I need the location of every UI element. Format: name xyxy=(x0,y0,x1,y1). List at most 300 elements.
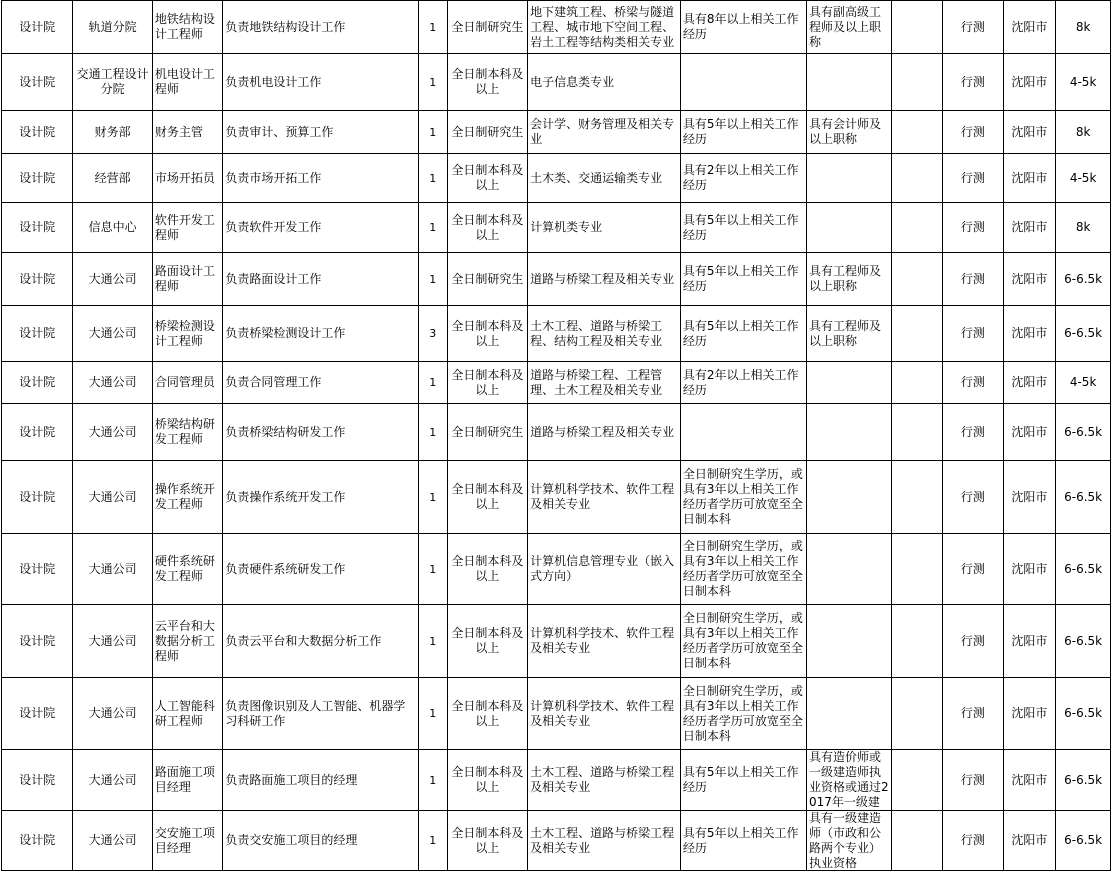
experience-cell xyxy=(680,534,806,605)
exam-cell xyxy=(943,54,1004,111)
count-cell xyxy=(418,811,447,871)
position-cell xyxy=(152,534,223,605)
major-cell xyxy=(528,154,681,203)
dept-cell xyxy=(73,534,152,605)
education-text: 全日制研究生 xyxy=(451,19,524,34)
exam-text: 行测 xyxy=(960,375,985,389)
org-text: 设计院 xyxy=(19,326,56,340)
title-requirement-cell xyxy=(807,306,892,362)
duty-text: 负责审计、预算工作 xyxy=(225,124,334,139)
major-cell xyxy=(528,461,681,534)
title-requirement-cell xyxy=(807,154,892,203)
dept-cell xyxy=(73,1,152,54)
position-text: 合同管理员 xyxy=(154,375,215,389)
empty-cell xyxy=(892,54,943,111)
empty-cell xyxy=(892,534,943,605)
duty-cell xyxy=(223,253,418,306)
dept-cell xyxy=(73,253,152,306)
experience-cell xyxy=(680,750,806,811)
city-cell xyxy=(1003,203,1056,253)
position-text: 路面设计工程师 xyxy=(154,264,215,293)
org-text: 设计院 xyxy=(19,124,56,139)
city-text: 沈阳市 xyxy=(1011,633,1048,648)
city-text: 沈阳市 xyxy=(1011,706,1048,720)
dept-text: 轨道分院 xyxy=(88,19,137,34)
org-text: 设计院 xyxy=(19,424,56,439)
title-requirement-text: 具有工程师及以上职称 xyxy=(809,318,882,348)
org-text: 设计院 xyxy=(19,19,56,34)
duty-text: 负责云平台和大数据分析工作 xyxy=(225,633,382,648)
experience-text: 具有5年以上相关工作经历 xyxy=(682,765,799,794)
table-row xyxy=(2,811,1111,871)
count-text: 1 xyxy=(429,272,437,286)
dept-text: 大通公司 xyxy=(88,271,137,286)
org-cell xyxy=(2,203,73,253)
title-requirement-text: 具有会计师及以上职称 xyxy=(809,117,882,146)
exam-text: 行测 xyxy=(960,706,985,720)
position-text: 路面施工项目经理 xyxy=(154,765,215,794)
duty-text: 负责交安施工项目的经理 xyxy=(225,833,358,847)
title-requirement-cell xyxy=(807,534,892,605)
position-cell xyxy=(152,750,223,811)
dept-cell xyxy=(73,154,152,203)
exam-text: 行测 xyxy=(960,170,985,185)
salary-cell xyxy=(1056,678,1111,750)
duty-cell xyxy=(223,678,418,750)
exam-cell xyxy=(943,306,1004,362)
duty-cell xyxy=(223,1,418,54)
dept-text: 大通公司 xyxy=(88,772,137,787)
dept-text: 大通公司 xyxy=(88,326,137,340)
dept-cell xyxy=(73,811,152,871)
dept-text: 大通公司 xyxy=(88,561,137,576)
experience-cell xyxy=(680,306,806,362)
position-cell xyxy=(152,461,223,534)
major-text: 计算机科学技术、软件工程及相关专业 xyxy=(530,698,675,728)
position-cell xyxy=(152,811,223,871)
empty-cell xyxy=(892,811,943,871)
position-text: 软件开发工程师 xyxy=(154,212,215,242)
table-row xyxy=(2,1,1111,54)
table-row xyxy=(2,750,1111,811)
title-requirement-cell xyxy=(807,461,892,534)
org-text: 设计院 xyxy=(19,561,56,576)
city-text: 沈阳市 xyxy=(1011,833,1048,847)
duty-cell xyxy=(223,404,418,461)
dept-text: 交通工程设计分院 xyxy=(76,67,149,96)
city-cell xyxy=(1003,750,1056,811)
duty-cell xyxy=(223,461,418,534)
experience-cell xyxy=(680,203,806,253)
major-cell xyxy=(528,203,681,253)
exam-cell xyxy=(943,678,1004,750)
education-cell xyxy=(447,203,527,253)
title-requirement-text: 具有造价师或一级建造师执业资格或通过2017年一级建 xyxy=(809,750,889,809)
exam-text: 行测 xyxy=(960,19,985,34)
position-text: 机电设计工程师 xyxy=(154,67,215,96)
major-text: 土木类、交通运输类专业 xyxy=(530,170,663,185)
city-cell xyxy=(1003,605,1056,678)
org-text: 设计院 xyxy=(19,772,56,787)
major-cell xyxy=(528,811,681,871)
dept-cell xyxy=(73,306,152,362)
education-cell xyxy=(447,461,527,534)
title-requirement-cell xyxy=(807,605,892,678)
count-text: 1 xyxy=(429,773,437,787)
count-cell xyxy=(418,362,447,404)
major-text: 土木工程、道路与桥梁工程及相关专业 xyxy=(530,765,675,794)
salary-text: 8k xyxy=(1075,220,1091,234)
education-text: 全日制研究生 xyxy=(451,424,524,439)
major-text: 电子信息类专业 xyxy=(530,74,615,89)
position-text: 人工智能科研工程师 xyxy=(154,698,215,728)
salary-cell xyxy=(1056,54,1111,111)
position-text: 市场开拓员 xyxy=(154,170,215,185)
salary-text: 6-6.5k xyxy=(1064,706,1103,720)
major-cell xyxy=(528,678,681,750)
experience-cell xyxy=(680,404,806,461)
count-text: 1 xyxy=(429,171,437,185)
table-row xyxy=(2,404,1111,461)
title-requirement-cell xyxy=(807,111,892,154)
position-cell xyxy=(152,306,223,362)
dept-cell xyxy=(73,678,152,750)
city-text: 沈阳市 xyxy=(1011,375,1048,389)
salary-text: 6-6.5k xyxy=(1064,561,1103,576)
count-cell xyxy=(418,253,447,306)
experience-cell xyxy=(680,253,806,306)
major-cell xyxy=(528,253,681,306)
experience-cell xyxy=(680,1,806,54)
city-text: 沈阳市 xyxy=(1011,326,1048,340)
duty-cell xyxy=(223,605,418,678)
exam-cell xyxy=(943,404,1004,461)
dept-cell xyxy=(73,54,152,111)
position-cell xyxy=(152,362,223,404)
duty-cell xyxy=(223,111,418,154)
salary-text: 4-5k xyxy=(1069,170,1097,185)
education-cell xyxy=(447,811,527,871)
experience-cell xyxy=(680,154,806,203)
education-cell xyxy=(447,306,527,362)
city-text: 沈阳市 xyxy=(1011,170,1048,185)
city-cell xyxy=(1003,811,1056,871)
count-text: 1 xyxy=(429,376,437,389)
count-text: 1 xyxy=(429,20,437,34)
count-text: 1 xyxy=(429,562,437,576)
position-text: 桥梁检测设计工程师 xyxy=(154,318,215,348)
experience-text: 具有5年以上相关工作经历 xyxy=(682,264,799,293)
salary-text: 6-6.5k xyxy=(1064,633,1103,648)
experience-text: 具有5年以上相关工作经历 xyxy=(682,117,799,146)
position-text: 硬件系统研发工程师 xyxy=(154,554,215,583)
job-table-body xyxy=(2,1,1111,871)
count-cell xyxy=(418,306,447,362)
empty-cell xyxy=(892,404,943,461)
count-cell xyxy=(418,203,447,253)
duty-text: 负责硬件系统研发工作 xyxy=(225,561,346,576)
dept-cell xyxy=(73,362,152,404)
duty-cell xyxy=(223,306,418,362)
position-cell xyxy=(152,253,223,306)
table-row xyxy=(2,605,1111,678)
major-cell xyxy=(528,750,681,811)
major-cell xyxy=(528,362,681,404)
position-cell xyxy=(152,1,223,54)
major-cell xyxy=(528,1,681,54)
table-row xyxy=(2,111,1111,154)
education-cell xyxy=(447,1,527,54)
exam-text: 行测 xyxy=(960,424,985,439)
empty-cell xyxy=(892,362,943,404)
duty-text: 负责桥梁检测设计工作 xyxy=(225,326,346,340)
salary-text: 8k xyxy=(1075,19,1091,34)
experience-cell xyxy=(680,811,806,871)
city-text: 沈阳市 xyxy=(1011,124,1048,139)
dept-text: 财务部 xyxy=(94,124,131,139)
position-cell xyxy=(152,111,223,154)
empty-cell xyxy=(892,678,943,750)
experience-text: 全日制研究生学历，或具有3年以上相关工作经历者学历可放宽至全日制本科 xyxy=(682,683,803,743)
org-text: 设计院 xyxy=(19,74,56,89)
exam-text: 行测 xyxy=(960,124,985,139)
education-cell xyxy=(447,253,527,306)
position-text: 操作系统开发工程师 xyxy=(154,482,215,511)
salary-cell xyxy=(1056,534,1111,605)
major-cell xyxy=(528,404,681,461)
education-cell xyxy=(447,678,527,750)
table-row xyxy=(2,362,1111,404)
education-text: 全日制本科及以上 xyxy=(451,367,524,397)
duty-cell xyxy=(223,362,418,404)
salary-cell xyxy=(1056,461,1111,534)
org-text: 设计院 xyxy=(19,706,56,720)
city-text: 沈阳市 xyxy=(1011,424,1048,439)
position-cell xyxy=(152,154,223,203)
salary-text: 6-6.5k xyxy=(1064,424,1103,439)
experience-cell xyxy=(680,461,806,534)
duty-text: 负责图像识别及人工智能、机器学习科研工作 xyxy=(225,698,406,728)
experience-text: 具有5年以上相关工作经历 xyxy=(682,212,799,242)
major-text: 土木工程、道路与桥梁工程及相关专业 xyxy=(530,825,675,855)
experience-text: 全日制研究生学历，或具有3年以上相关工作经历者学历可放宽至全日制本科 xyxy=(682,611,803,670)
city-cell xyxy=(1003,306,1056,362)
count-text: 1 xyxy=(429,125,437,139)
salary-cell xyxy=(1056,811,1111,871)
table-row xyxy=(2,203,1111,253)
experience-text: 具有5年以上相关工作经历 xyxy=(682,318,799,348)
position-text: 云平台和大数据分析工程师 xyxy=(154,618,215,663)
org-text: 设计院 xyxy=(19,170,56,185)
education-text: 全日制研究生 xyxy=(451,124,524,139)
salary-cell xyxy=(1056,750,1111,811)
dept-text: 大通公司 xyxy=(88,633,137,648)
org-cell xyxy=(2,750,73,811)
count-cell xyxy=(418,534,447,605)
duty-cell xyxy=(223,203,418,253)
exam-text: 行测 xyxy=(960,271,985,286)
salary-cell xyxy=(1056,404,1111,461)
dept-text: 大通公司 xyxy=(88,706,137,720)
salary-text: 6-6.5k xyxy=(1064,833,1103,847)
count-cell xyxy=(418,111,447,154)
position-text: 桥梁结构研发工程师 xyxy=(154,417,215,446)
table-row xyxy=(2,253,1111,306)
duty-cell xyxy=(223,54,418,111)
duty-cell xyxy=(223,811,418,871)
duty-cell xyxy=(223,154,418,203)
dept-text: 大通公司 xyxy=(88,833,137,847)
exam-cell xyxy=(943,750,1004,811)
duty-text: 负责机电设计工作 xyxy=(225,74,322,89)
major-cell xyxy=(528,306,681,362)
count-text: 1 xyxy=(429,221,437,234)
education-cell xyxy=(447,111,527,154)
education-cell xyxy=(447,154,527,203)
duty-text: 负责路面施工项目的经理 xyxy=(225,772,358,787)
count-text: 1 xyxy=(429,634,437,648)
empty-cell xyxy=(892,253,943,306)
salary-text: 4-5k xyxy=(1069,375,1097,389)
org-cell xyxy=(2,306,73,362)
empty-cell xyxy=(892,111,943,154)
salary-cell xyxy=(1056,605,1111,678)
salary-cell xyxy=(1056,111,1111,154)
exam-cell xyxy=(943,1,1004,54)
city-text: 沈阳市 xyxy=(1011,19,1048,34)
dept-cell xyxy=(73,404,152,461)
exam-cell xyxy=(943,253,1004,306)
city-text: 沈阳市 xyxy=(1011,772,1048,787)
education-text: 全日制本科及以上 xyxy=(451,554,524,583)
empty-cell xyxy=(892,750,943,811)
org-cell xyxy=(2,154,73,203)
count-cell xyxy=(418,154,447,203)
major-text: 地下建筑工程、桥梁与隧道工程、城市地下空间工程、岩土工程等结构类相关专业 xyxy=(530,4,675,49)
city-cell xyxy=(1003,534,1056,605)
salary-text: 6-6.5k xyxy=(1064,271,1103,286)
major-text: 土木工程、道路与桥梁工程、结构工程及相关专业 xyxy=(530,318,663,348)
org-cell xyxy=(2,54,73,111)
count-cell xyxy=(418,750,447,811)
org-cell xyxy=(2,811,73,871)
table-row xyxy=(2,54,1111,111)
exam-text: 行测 xyxy=(960,772,985,787)
duty-text: 负责操作系统开发工作 xyxy=(225,489,346,504)
title-requirement-cell xyxy=(807,362,892,404)
exam-text: 行测 xyxy=(960,326,985,340)
experience-text: 具有2年以上相关工作经历 xyxy=(682,367,799,397)
position-cell xyxy=(152,203,223,253)
city-cell xyxy=(1003,404,1056,461)
org-cell xyxy=(2,1,73,54)
duty-text: 负责市场开拓工作 xyxy=(225,170,322,185)
dept-cell xyxy=(73,111,152,154)
education-cell xyxy=(447,362,527,404)
org-text: 设计院 xyxy=(19,220,56,234)
org-cell xyxy=(2,362,73,404)
major-text: 道路与桥梁工程及相关专业 xyxy=(530,271,675,286)
title-requirement-cell xyxy=(807,54,892,111)
title-requirement-text: 具有副高级工程师及以上职称 xyxy=(809,4,882,49)
job-table xyxy=(1,0,1111,871)
duty-text: 负责软件开发工作 xyxy=(225,220,322,234)
education-text: 全日制本科及以上 xyxy=(451,163,524,192)
city-text: 沈阳市 xyxy=(1011,220,1048,234)
duty-text: 负责合同管理工作 xyxy=(225,375,322,389)
dept-text: 信息中心 xyxy=(88,220,137,234)
count-text: 1 xyxy=(429,490,437,504)
empty-cell xyxy=(892,1,943,54)
exam-cell xyxy=(943,811,1004,871)
education-text: 全日制本科及以上 xyxy=(451,626,524,655)
major-text: 计算机科学技术、软件工程及相关专业 xyxy=(530,626,675,655)
exam-text: 行测 xyxy=(960,220,985,234)
education-text: 全日制本科及以上 xyxy=(451,482,524,511)
title-requirement-cell xyxy=(807,1,892,54)
org-cell xyxy=(2,111,73,154)
experience-text: 具有2年以上相关工作经历 xyxy=(682,163,799,192)
major-text: 计算机类专业 xyxy=(530,220,603,234)
duty-text: 负责地铁结构设计工作 xyxy=(225,19,346,34)
dept-cell xyxy=(73,461,152,534)
major-text: 计算机信息管理专业（嵌入式方向） xyxy=(530,554,675,583)
exam-text: 行测 xyxy=(960,633,985,648)
experience-cell xyxy=(680,54,806,111)
org-text: 设计院 xyxy=(19,271,56,286)
salary-text: 6-6.5k xyxy=(1064,489,1103,504)
org-cell xyxy=(2,404,73,461)
exam-cell xyxy=(943,461,1004,534)
city-cell xyxy=(1003,111,1056,154)
dept-cell xyxy=(73,605,152,678)
major-cell xyxy=(528,54,681,111)
major-cell xyxy=(528,111,681,154)
exam-text: 行测 xyxy=(960,74,985,89)
city-cell xyxy=(1003,54,1056,111)
salary-text: 4-5k xyxy=(1069,74,1097,89)
count-text: 1 xyxy=(429,707,437,720)
title-requirement-cell xyxy=(807,253,892,306)
education-cell xyxy=(447,750,527,811)
title-requirement-cell xyxy=(807,750,892,811)
major-cell xyxy=(528,534,681,605)
experience-cell xyxy=(680,111,806,154)
education-text: 全日制本科及以上 xyxy=(451,825,524,855)
position-cell xyxy=(152,404,223,461)
salary-cell xyxy=(1056,253,1111,306)
experience-text: 具有5年以上相关工作经历 xyxy=(682,825,799,855)
org-text: 设计院 xyxy=(19,489,56,504)
experience-cell xyxy=(680,678,806,750)
count-cell xyxy=(418,678,447,750)
exam-text: 行测 xyxy=(960,833,985,847)
exam-cell xyxy=(943,111,1004,154)
org-text: 设计院 xyxy=(19,833,56,847)
empty-cell xyxy=(892,203,943,253)
org-cell xyxy=(2,461,73,534)
major-text: 道路与桥梁工程、工程管理、土木工程及相关专业 xyxy=(530,367,663,397)
exam-text: 行测 xyxy=(960,489,985,504)
education-text: 全日制本科及以上 xyxy=(451,212,524,242)
education-text: 全日制本科及以上 xyxy=(451,318,524,348)
org-cell xyxy=(2,605,73,678)
empty-cell xyxy=(892,154,943,203)
title-requirement-cell xyxy=(807,203,892,253)
exam-cell xyxy=(943,362,1004,404)
duty-cell xyxy=(223,534,418,605)
position-cell xyxy=(152,54,223,111)
